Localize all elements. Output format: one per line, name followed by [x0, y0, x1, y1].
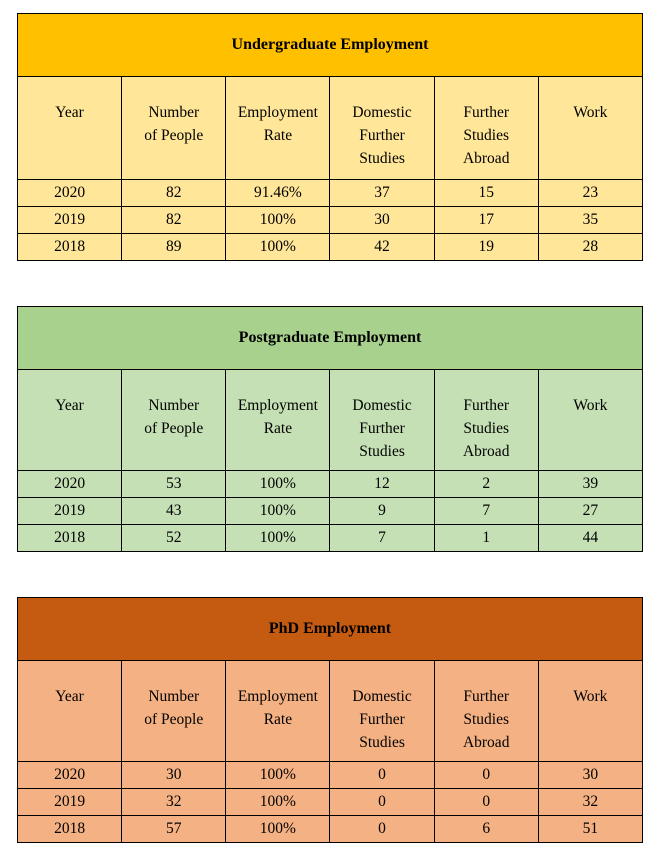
table-row [18, 471, 643, 498]
cell-year: 2020 [18, 762, 122, 789]
col-domestic-header: Domestic Further Studies [330, 77, 434, 180]
col-domestic-header: Domestic Further Studies [330, 661, 434, 762]
cell-number: 30 [122, 762, 226, 789]
cell-domestic: 37 [330, 180, 434, 207]
cell-work: 27 [538, 498, 642, 525]
header-row [18, 370, 643, 471]
cell-work: 44 [538, 525, 642, 552]
col-work-header: Work [538, 661, 642, 762]
cell-year: 2020 [18, 180, 122, 207]
cell-rate: 100% [226, 816, 330, 843]
col-work-header: Work [538, 370, 642, 471]
cell-abroad: 15 [434, 180, 538, 207]
cell-abroad: 7 [434, 498, 538, 525]
cell-domestic: 9 [330, 498, 434, 525]
cell-year: 2018 [18, 816, 122, 843]
cell-abroad: 6 [434, 816, 538, 843]
cell-domestic: 0 [330, 816, 434, 843]
cell-number: 32 [122, 789, 226, 816]
cell-number: 52 [122, 525, 226, 552]
table-row [18, 789, 643, 816]
cell-rate: 100% [226, 207, 330, 234]
cell-work: 30 [538, 762, 642, 789]
cell-domestic: 0 [330, 789, 434, 816]
col-work-header: Work [538, 77, 642, 180]
cell-year: 2019 [18, 207, 122, 234]
table-title: Undergraduate Employment [18, 14, 643, 77]
cell-year: 2019 [18, 789, 122, 816]
cell-abroad: 0 [434, 762, 538, 789]
col-abroad-header: Further Studies Abroad [434, 77, 538, 180]
header-row [18, 77, 643, 180]
cell-number: 43 [122, 498, 226, 525]
col-number-header: Number of People [122, 661, 226, 762]
table-row [18, 180, 643, 207]
cell-number: 82 [122, 207, 226, 234]
phd-employment-table [17, 597, 643, 843]
cell-domestic: 12 [330, 471, 434, 498]
table-title: PhD Employment [18, 598, 643, 661]
cell-number: 89 [122, 234, 226, 261]
cell-abroad: 2 [434, 471, 538, 498]
cell-domestic: 30 [330, 207, 434, 234]
cell-abroad: 19 [434, 234, 538, 261]
cell-work: 35 [538, 207, 642, 234]
col-domestic-header: Domestic Further Studies [330, 370, 434, 471]
col-year-header: Year [18, 370, 122, 471]
table-row [18, 762, 643, 789]
cell-domestic: 0 [330, 762, 434, 789]
cell-rate: 100% [226, 498, 330, 525]
table-title: Postgraduate Employment [18, 307, 643, 370]
cell-rate: 100% [226, 762, 330, 789]
table-row [18, 207, 643, 234]
cell-year: 2018 [18, 234, 122, 261]
postgraduate-employment-table [17, 306, 643, 552]
undergraduate-employment-table [17, 13, 643, 261]
cell-work: 32 [538, 789, 642, 816]
cell-rate: 91.46% [226, 180, 330, 207]
cell-year: 2019 [18, 498, 122, 525]
col-abroad-header: Further Studies Abroad [434, 370, 538, 471]
cell-work: 23 [538, 180, 642, 207]
header-row [18, 661, 643, 762]
cell-abroad: 17 [434, 207, 538, 234]
cell-domestic: 7 [330, 525, 434, 552]
cell-rate: 100% [226, 471, 330, 498]
cell-number: 57 [122, 816, 226, 843]
cell-number: 82 [122, 180, 226, 207]
col-rate-header: Employment Rate [226, 77, 330, 180]
cell-domestic: 42 [330, 234, 434, 261]
cell-work: 28 [538, 234, 642, 261]
cell-rate: 100% [226, 525, 330, 552]
table-row [18, 498, 643, 525]
col-number-header: Number of People [122, 77, 226, 180]
col-abroad-header: Further Studies Abroad [434, 661, 538, 762]
col-number-header: Number of People [122, 370, 226, 471]
col-rate-header: Employment Rate [226, 370, 330, 471]
col-year-header: Year [18, 661, 122, 762]
cell-year: 2020 [18, 471, 122, 498]
col-rate-header: Employment Rate [226, 661, 330, 762]
cell-rate: 100% [226, 234, 330, 261]
table-row [18, 234, 643, 261]
cell-number: 53 [122, 471, 226, 498]
cell-work: 39 [538, 471, 642, 498]
cell-work: 51 [538, 816, 642, 843]
cell-rate: 100% [226, 789, 330, 816]
table-row [18, 816, 643, 843]
col-year-header: Year [18, 77, 122, 180]
cell-year: 2018 [18, 525, 122, 552]
cell-abroad: 0 [434, 789, 538, 816]
cell-abroad: 1 [434, 525, 538, 552]
table-row [18, 525, 643, 552]
